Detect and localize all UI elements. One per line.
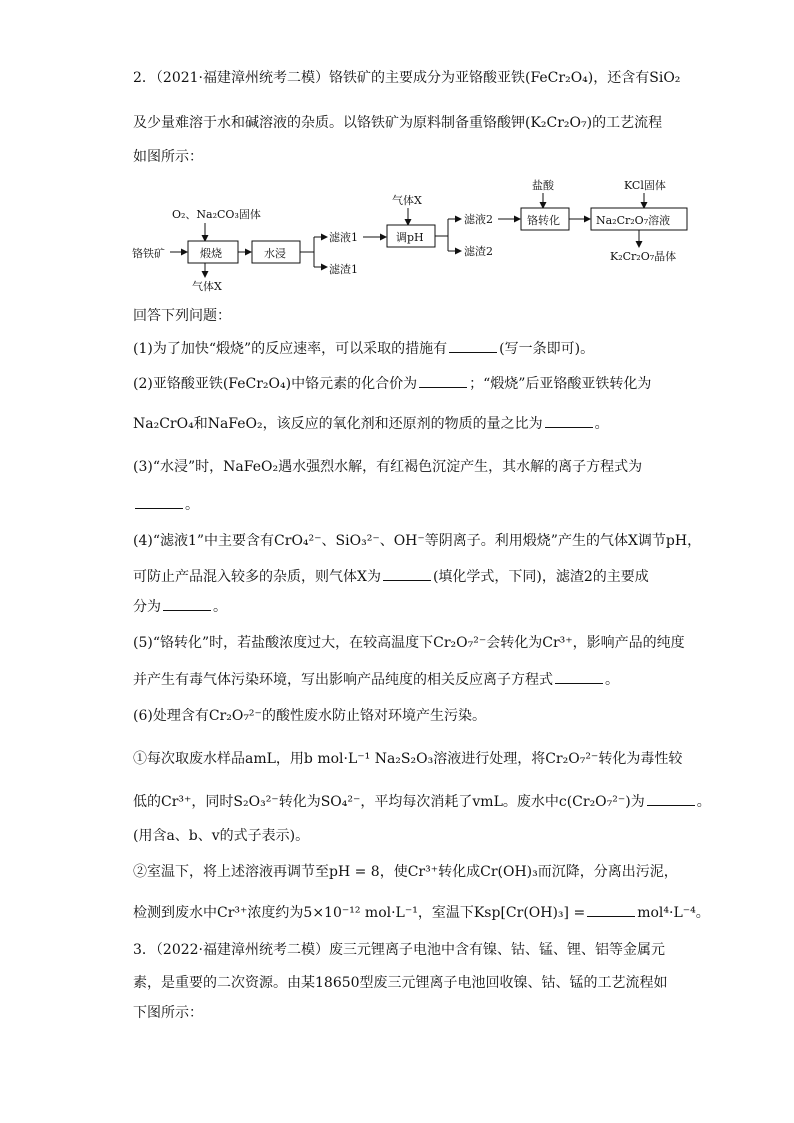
q2-line-3: 如图所示： bbox=[133, 149, 203, 165]
flow-adjust: 调pH bbox=[396, 231, 424, 244]
q2-part5-text-b: 并产生有毒气体污染环境，写出影响产品纯度的相关反应离子方程式 bbox=[133, 672, 553, 688]
q2-part5-text-c: 。 bbox=[605, 672, 619, 688]
q2-part4-text-e: 。 bbox=[213, 599, 227, 615]
q2-part2-text-c: Na₂CrO₄和NaFeO₂，该反应的氧化剂和还原剂的物质的量之比为 bbox=[133, 416, 543, 432]
flow-residue1: 滤渣1 bbox=[329, 263, 358, 276]
q2-part2-line2 bbox=[133, 413, 609, 434]
q3-line-2: 素，是重要的二次资源。由某18650型废三元锂离子电池回收镍、钴、锰的工艺流程如 bbox=[133, 975, 668, 991]
q2-part4-text-c: (填化学式，下同)，滤渣2的主要成 bbox=[432, 569, 649, 585]
answer-blank-9[interactable] bbox=[587, 902, 635, 917]
answer-blank-4[interactable] bbox=[135, 494, 183, 509]
q2-part2-line1 bbox=[133, 373, 651, 394]
q2-part6-1-line3: (用含a、b、v的式子表示)。 bbox=[133, 828, 310, 844]
q2-part6-1-line2 bbox=[133, 791, 711, 812]
q2-part6-2-text-b: 检测到废水中Cr³⁺浓度约为5×10⁻¹² mol·L⁻¹，室温下Ksp[Cr(OH)₃] = bbox=[133, 905, 586, 921]
answer-blank-6[interactable] bbox=[163, 596, 211, 611]
q3-line-3: 下图所示： bbox=[133, 1005, 203, 1021]
flow-hcl: 盐酸 bbox=[532, 179, 554, 192]
q2-part6-1-text-b: 低的Cr³⁺，同时S₂O₃²⁻转化为SO₄²⁻，平均每次消耗了vmL。废水中c(Cr₂O₇²⁻)为 bbox=[133, 794, 645, 810]
q2-part2-text-a: (2)亚铬酸亚铁(FeCr₂O₄)中铬元素的化合价为 bbox=[133, 376, 418, 392]
q2-part6-2-line1: ②室温下，将上述溶液再调节至pH = 8，使Cr³⁺转化成Cr(OH)₃而沉降，分离出污泥， bbox=[133, 864, 678, 880]
flow-gas-out: 气体X bbox=[192, 280, 222, 293]
answer-blank-8[interactable] bbox=[647, 791, 695, 806]
flow-filtrate2: 滤液2 bbox=[464, 213, 493, 226]
q2-part4-line2 bbox=[133, 566, 649, 587]
q2-part4-line3 bbox=[133, 596, 227, 617]
flow-product: K₂Cr₂O₇晶体 bbox=[610, 250, 677, 263]
flow-reagents1: O₂、Na₂CO₃固体 bbox=[172, 208, 261, 221]
flow-leach: 水浸 bbox=[264, 247, 286, 260]
q2-part4-text-b: 可防止产品混入较多的杂质，则气体X为 bbox=[133, 569, 381, 585]
flow-convert: 铬转化 bbox=[527, 214, 560, 227]
q2-line-1: 2．（2021·福建漳州统考二模）铬铁矿的主要成分为亚铬酸亚铁(FeCr₂O₄)，还含有SiO₂ bbox=[133, 70, 681, 86]
q2-part4-line1: (4)“滤液1”中主要含有CrO₄²⁻、SiO₃²⁻、OH⁻等阴离子。利用煅烧”产生的气体X调节pH， bbox=[133, 533, 702, 549]
q2-part6-1-line1: ①每次取废水样品amL，用b mol·L⁻¹ Na₂S₂O₃溶液进行处理，将Cr₂O₇²⁻转化为毒性较 bbox=[133, 751, 683, 767]
q2-part1-text-b: (写一条即可)。 bbox=[499, 341, 595, 357]
q2-part4-text-d: 分为 bbox=[133, 599, 161, 615]
q2-part3-text-b: 。 bbox=[185, 497, 199, 513]
flow-gas-in: 气体X bbox=[392, 194, 422, 207]
answer-blank-2[interactable] bbox=[419, 373, 467, 388]
flow-solution: Na₂Cr₂O₇溶液 bbox=[596, 214, 671, 227]
flow-ore: 铬铁矿 bbox=[132, 247, 165, 260]
process-flow-diagram bbox=[130, 175, 710, 295]
flow-calcine: 煅烧 bbox=[200, 247, 222, 260]
q3-line-1: 3．（2022·福建漳州统考二模）废三元锂离子电池中含有镍、钴、锰、锂、铝等金属元 bbox=[133, 942, 665, 958]
q2-part6-intro: (6)处理含有Cr₂O₇²⁻的酸性废水防止铬对环境产生污染。 bbox=[133, 708, 486, 724]
q2-part3-line2 bbox=[133, 494, 199, 515]
flow-residue2: 滤渣2 bbox=[464, 245, 493, 258]
answer-intro: 回答下列问题： bbox=[133, 308, 231, 324]
answer-blank-7[interactable] bbox=[555, 669, 603, 684]
q2-part5-line2 bbox=[133, 669, 619, 690]
flow-filtrate1: 滤液1 bbox=[329, 231, 358, 244]
q2-part1 bbox=[133, 338, 594, 359]
q2-part2-text-b: ；“煅烧”后亚铬酸亚铁转化为 bbox=[469, 376, 652, 392]
q2-part6-1-text-c: 。 bbox=[696, 794, 711, 810]
answer-blank-5[interactable] bbox=[383, 566, 431, 581]
q2-line-2: 及少量难溶于水和碱溶液的杂质。以铬铁矿为原料制备重铬酸钾(K₂Cr₂O₇)的工艺流程 bbox=[133, 115, 663, 131]
q2-part2-text-d: 。 bbox=[594, 416, 609, 432]
answer-blank-3[interactable] bbox=[545, 413, 593, 428]
flow-kcl: KCl固体 bbox=[624, 179, 666, 192]
q2-part1-text-a: (1)为了加快“煅烧”的反应速率，可以采取的措施有 bbox=[133, 341, 448, 357]
answer-blank-1[interactable] bbox=[449, 338, 497, 353]
q2-part6-2-text-c: mol⁴·L⁻⁴。 bbox=[637, 905, 710, 921]
q2-part3-line1: (3)“水浸”时，NaFeO₂遇水强烈水解，有红褐色沉淀产生，其水解的离子方程式为 bbox=[133, 459, 643, 475]
q2-part6-2-line2 bbox=[133, 902, 710, 923]
q2-part5-line1: (5)“铬转化”时，若盐酸浓度过大，在较高温度下Cr₂O₇²⁻会转化为Cr³⁺，影响产品的纯度 bbox=[133, 635, 685, 651]
